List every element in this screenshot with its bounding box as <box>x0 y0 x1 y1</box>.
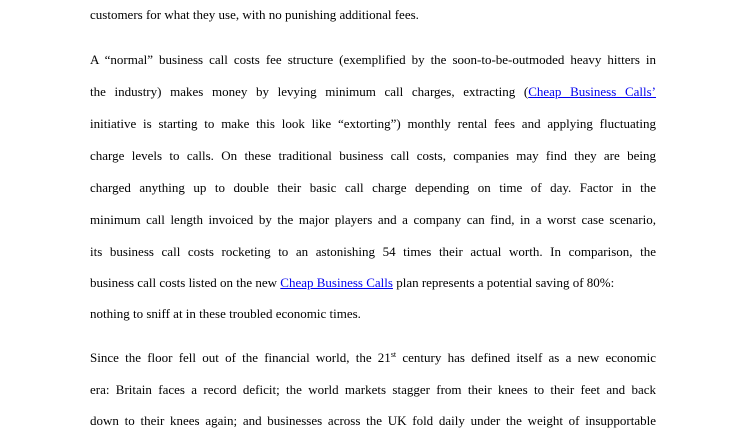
paragraph-1-line-2 <box>90 84 656 100</box>
paragraph-1-line-8-pre: business call costs listed on the new <box>90 275 281 290</box>
paragraph-2-line-1-post: century has defined itself as a new economic <box>396 350 656 365</box>
paragraph-1-line-6: minimum call length invoiced by the major players and a company can find, in a worst case scenario, <box>90 212 656 227</box>
paragraph-1-line-2-text: the industry) makes money by levying minimum call charges, extracting ( <box>90 84 529 99</box>
paragraph-2-line-1-pre: Since the floor fell out of the financial world, the 21 <box>90 350 391 365</box>
paragraph-1-line-8-post: plan represents a potential saving of 80%: <box>392 275 615 290</box>
cheap-business-calls-link-1[interactable]: Cheap Business Calls’ <box>528 84 657 99</box>
paragraph-1-line-8 <box>90 275 656 291</box>
paragraph-1-line-4: charge levels to calls. On these traditional business call costs, companies may find they are being <box>90 148 656 163</box>
paragraph-1-line-5: charged anything up to double their basic call charge depending on time of day. Factor in the <box>90 180 656 195</box>
paragraph-2-line-2: era: Britain faces a record deficit; the world markets stagger from their knees to their feet and back <box>90 382 656 397</box>
cheap-business-calls-link-2[interactable]: Cheap Business Calls <box>280 275 393 290</box>
paragraph-2-line-3: down to their knees again; and businesses across the UK fold daily under the weight of insupportable <box>90 413 656 428</box>
paragraph-1-line-9: nothing to sniff at in these troubled economic times. <box>90 306 361 321</box>
superscript-st: st <box>390 350 397 359</box>
paragraph-1-line-7: its business call costs rocketing to an astonishing 54 times their actual worth. In comparison, the <box>90 244 656 259</box>
paragraph-0-line-1: customers for what they use, with no punishing additional fees. <box>90 7 419 22</box>
paragraph-1-line-3: initiative is starting to make this look like “extorting”) monthly rental fees and applying fluctuating <box>90 116 656 131</box>
paragraph-2-line-1 <box>90 350 656 366</box>
paragraph-1-line-1: A “normal” business call costs fee structure (exemplified by the soon-to-be-outmoded heavy hitters in <box>90 52 656 67</box>
